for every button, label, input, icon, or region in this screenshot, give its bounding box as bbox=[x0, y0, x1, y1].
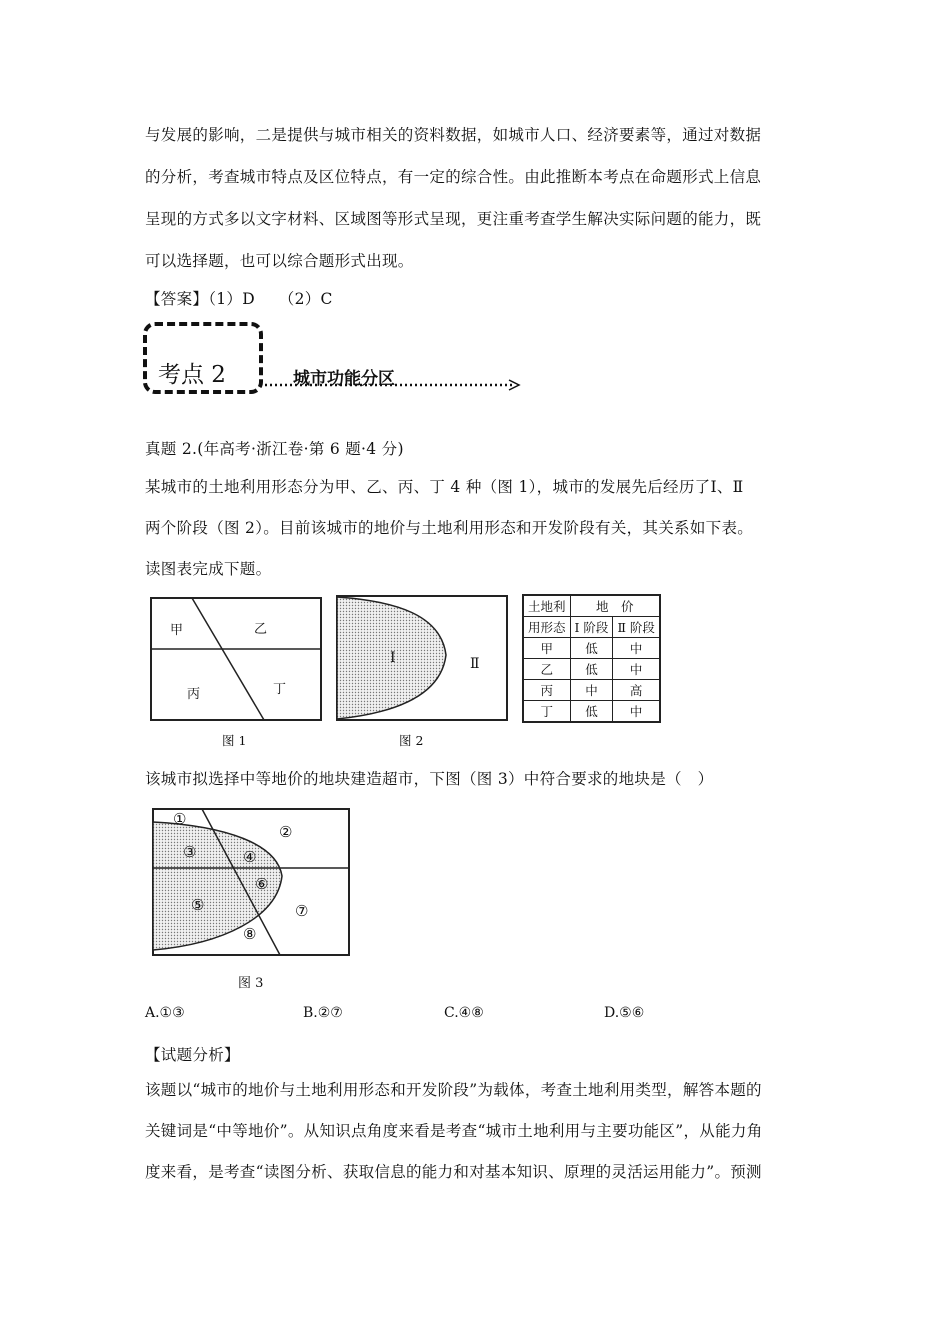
figure-1 bbox=[150, 597, 322, 721]
analysis-line-3: 度来看，是考查“读图分析、获取信息的能力和对基本知识、原理的灵活运用能力”。预测 bbox=[145, 1163, 762, 1181]
fig1-label-jia: 甲 bbox=[170, 623, 184, 638]
fig1-label-bing: 丙 bbox=[187, 687, 201, 702]
fig3-plot-6: ⑥ bbox=[255, 875, 269, 893]
table-cell: 丙 bbox=[523, 680, 570, 701]
table-row bbox=[523, 701, 660, 723]
intro-line-1: 与发展的影响，二是提供与城市相关的资料数据，如城市人口、经济要素等，通过对数据 bbox=[145, 126, 762, 144]
fig3-plot-7: ⑦ bbox=[295, 902, 309, 920]
table-cell: 低 bbox=[570, 701, 613, 723]
question-line-3: 读图表完成下题。 bbox=[145, 560, 272, 578]
table-cell: 中 bbox=[613, 701, 660, 723]
choice-b: B.②⑦ bbox=[303, 1005, 343, 1021]
question-line-1: 某城市的土地利用形态分为甲、乙、丙、丁 4 种（图 1），城市的发展先后经历了Ⅰ、Ⅱ bbox=[145, 478, 744, 496]
table-header-land-use-1: 土地利 bbox=[523, 595, 570, 617]
intro-line-3: 呈现的方式多以文字材料、区域图等形式呈现，更注重考查学生解决实际问题的能力，既 bbox=[145, 210, 762, 228]
choice-d: D.⑤⑥ bbox=[604, 1005, 645, 1021]
table-row bbox=[523, 680, 660, 701]
table-header-price: 地 价 bbox=[570, 595, 660, 617]
table-header-land-use-2: 用形态 bbox=[523, 617, 570, 638]
kaodian-label: 考点 2 bbox=[158, 362, 226, 388]
table-row bbox=[523, 638, 660, 659]
fig1-caption: 图 1 bbox=[222, 733, 247, 748]
table-cell: 丁 bbox=[523, 701, 570, 723]
table-header-stage2: Ⅱ 阶段 bbox=[613, 617, 660, 638]
fig3-plot-4: ④ bbox=[243, 848, 257, 866]
table-row bbox=[523, 659, 660, 680]
fig1-frame bbox=[151, 598, 321, 720]
table-cell: 低 bbox=[570, 638, 613, 659]
land-price-table bbox=[522, 594, 661, 723]
table-cell: 低 bbox=[570, 659, 613, 680]
table-cell: 中 bbox=[613, 638, 660, 659]
table-cell: 乙 bbox=[523, 659, 570, 680]
choice-a: A.①③ bbox=[145, 1005, 185, 1021]
table-cell: 高 bbox=[613, 680, 660, 701]
fig3-plot-3: ③ bbox=[183, 843, 197, 861]
question-2: 该城市拟选择中等地价的地块建造超市，下图（图 3）中符合要求的地块是（ ） bbox=[145, 770, 714, 788]
intro-line-2: 的分析，考查城市特点及区位特点，有一定的综合性。由此推断本考点在命题形式上信息 bbox=[145, 168, 762, 186]
fig2-label-stage2: Ⅱ bbox=[470, 656, 480, 672]
fig3-caption: 图 3 bbox=[238, 976, 264, 991]
table-cell: 中 bbox=[613, 659, 660, 680]
fig3-plot-8: ⑧ bbox=[243, 925, 257, 943]
question-line-2: 两个阶段（图 2）。目前该城市的地价与土地利用形态和开发阶段有关，其关系如下表。 bbox=[145, 519, 754, 537]
figure-2 bbox=[336, 595, 508, 721]
table-cell: 甲 bbox=[523, 638, 570, 659]
fig3-plot-2: ② bbox=[279, 823, 293, 841]
kaodian-title: 城市功能分区 bbox=[293, 369, 395, 389]
table-cell: 中 bbox=[570, 680, 613, 701]
dotted-arrow bbox=[263, 378, 533, 392]
fig2-label-stage1: Ⅰ bbox=[390, 650, 396, 666]
choice-c: C.④⑧ bbox=[444, 1005, 484, 1021]
fig3-plot-1: ① bbox=[173, 810, 187, 828]
intro-line-4: 可以选择题，也可以综合题形式出现。 bbox=[145, 252, 414, 270]
analysis-line-2: 关键词是“中等地价”。从知识点角度来看是考查“城市土地利用与主要功能区”，从能力角 bbox=[145, 1122, 763, 1140]
fig1-label-yi: 乙 bbox=[254, 622, 268, 637]
fig3-plot-5: ⑤ bbox=[191, 896, 205, 914]
question-header: 真题 2.(年高考·浙江卷·第 6 题·4 分) bbox=[145, 440, 404, 458]
fig2-caption: 图 2 bbox=[399, 733, 424, 748]
answer-line: 【答案】（1）D （2）C bbox=[145, 290, 333, 308]
analysis-header: 【试题分析】 bbox=[145, 1046, 240, 1064]
table-header-stage1: Ⅰ 阶段 bbox=[570, 617, 613, 638]
analysis-line-1: 该题以“城市的地价与土地利用形态和开发阶段”为载体，考查土地利用类型，解答本题的 bbox=[145, 1081, 762, 1099]
fig1-label-ding: 丁 bbox=[273, 682, 287, 697]
